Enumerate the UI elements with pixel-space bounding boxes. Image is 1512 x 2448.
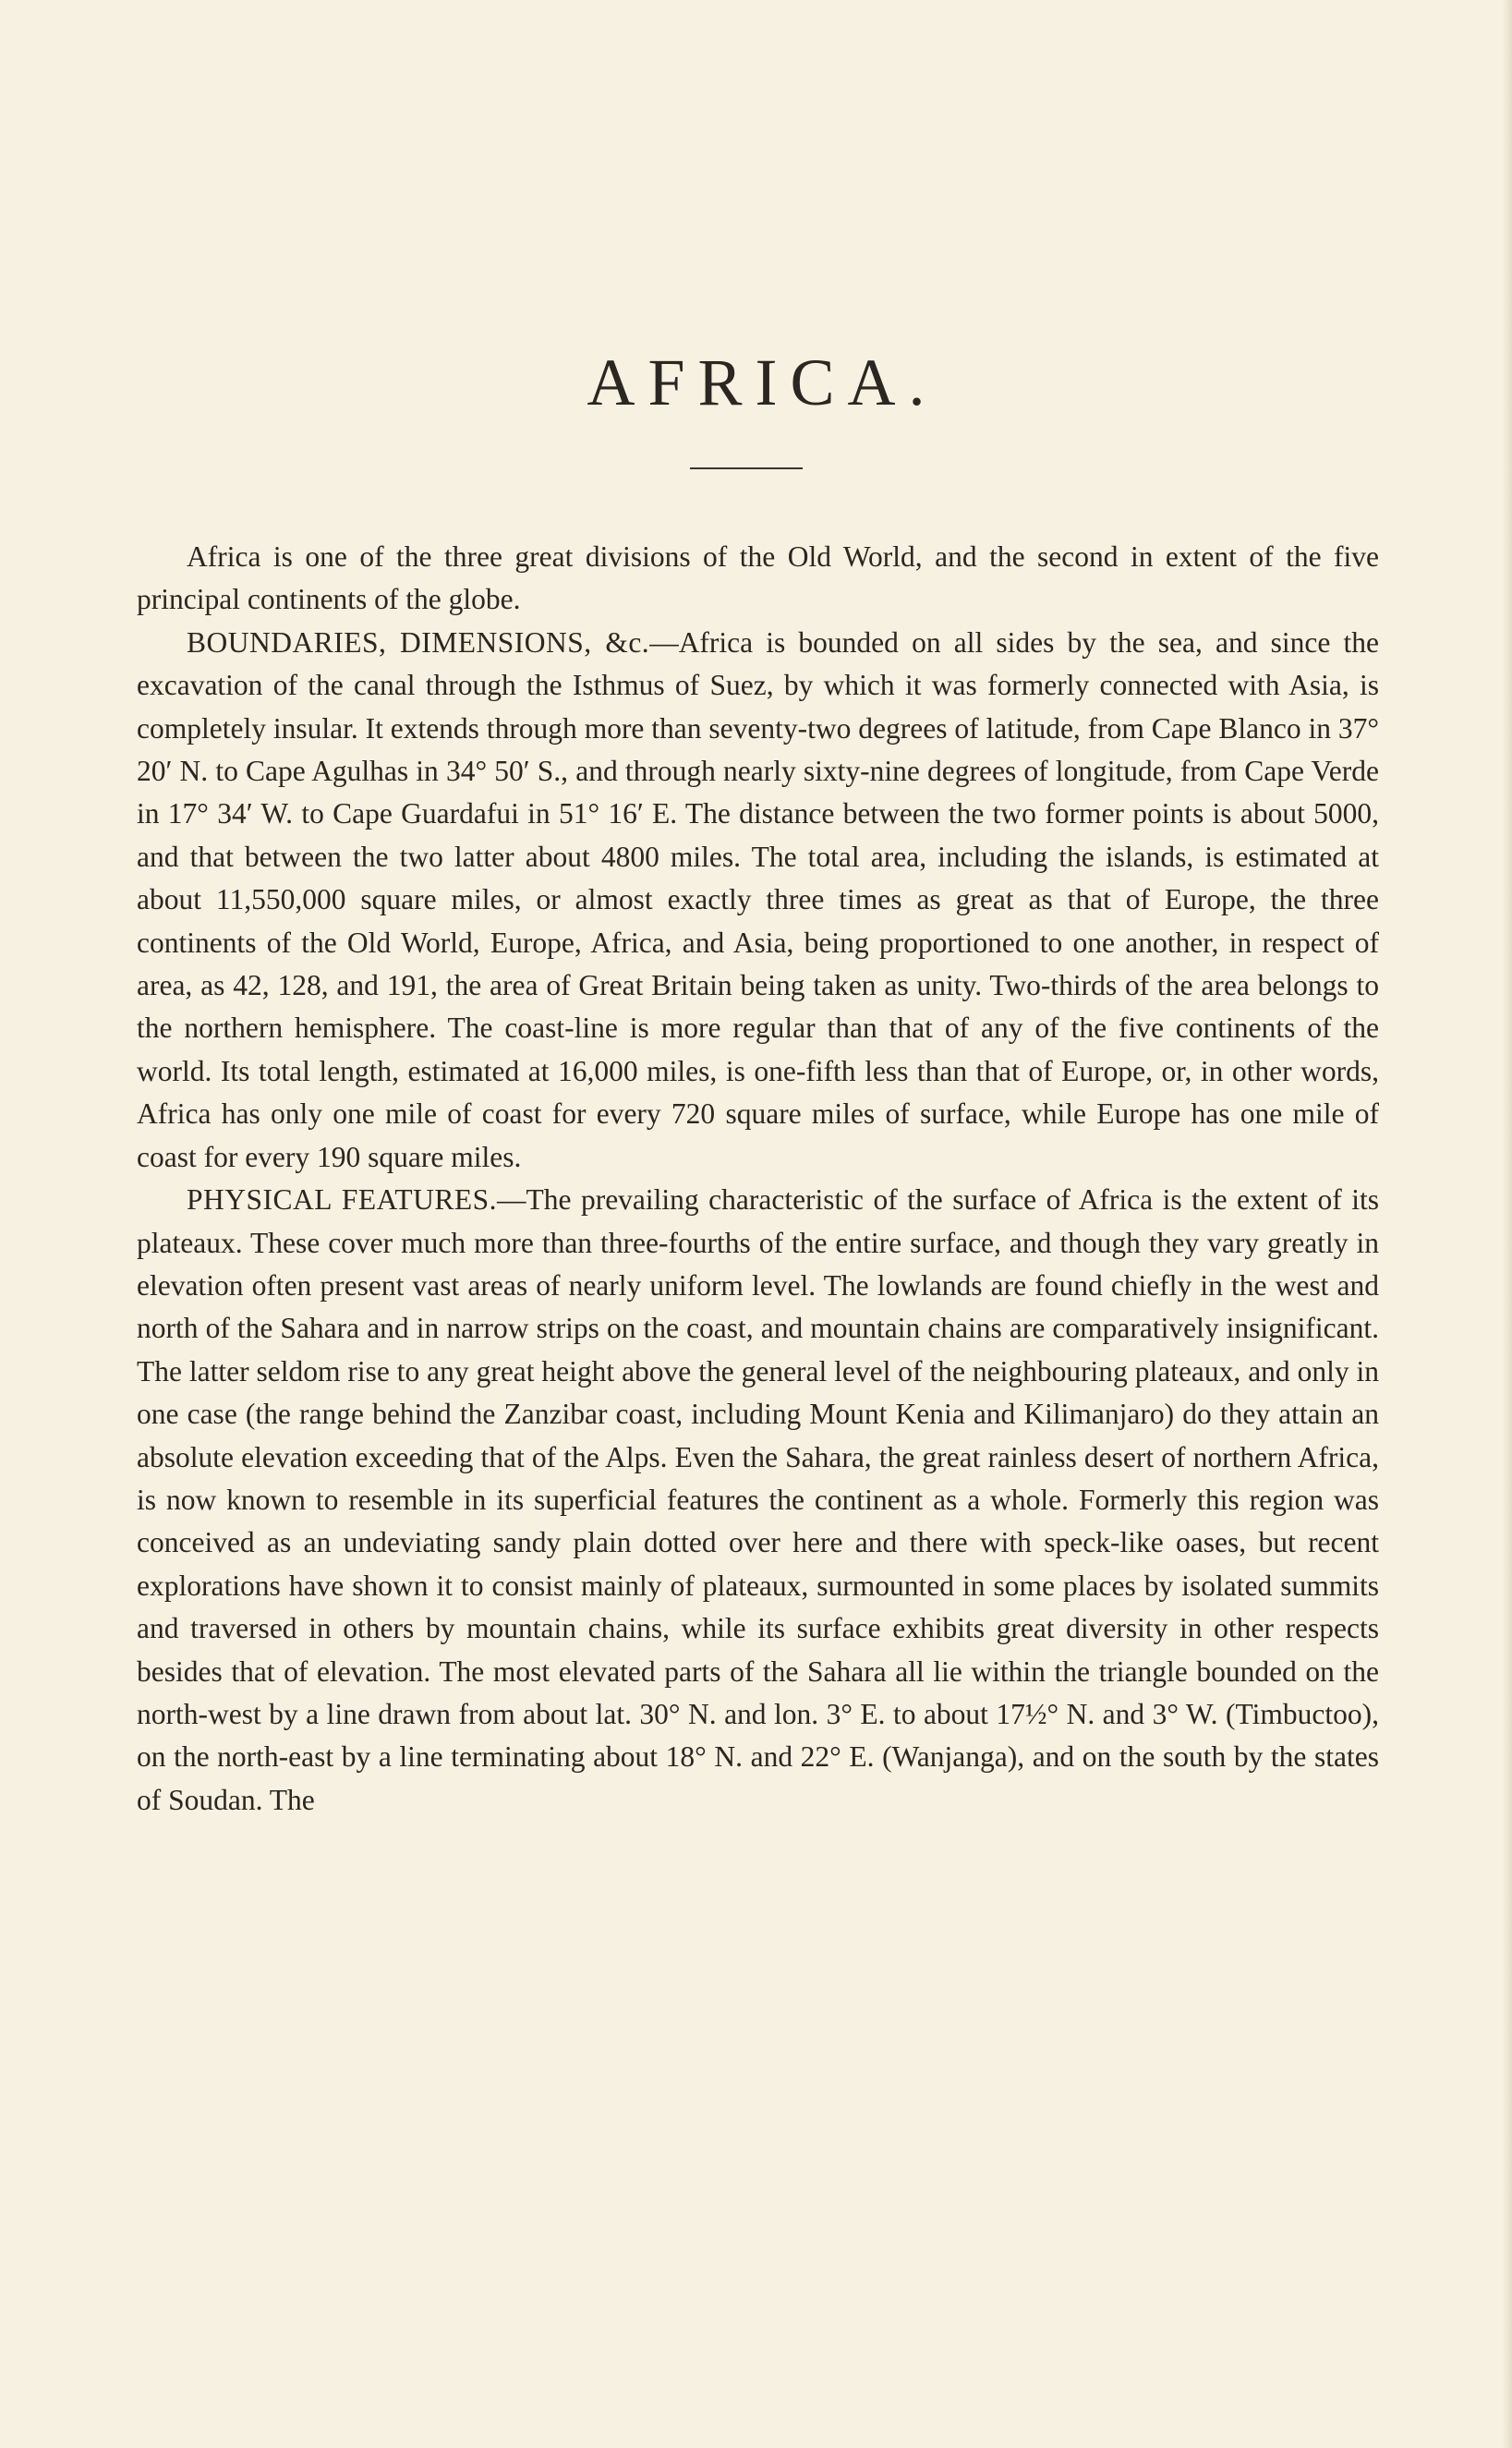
paragraph-physical-features	[137, 1179, 1379, 1822]
paragraph-text: —Africa is bounded on all sides by the sea, and since the excavation of the canal through the Isthmus of Suez, by which it was formerly connected with Asia, is completely insular. It extends through more than seventy-two degrees of latitude, from Cape Blanco in 37° 20′ N. to Cape Agulhas in 34° 50′ S., and through nearly sixty-nine degrees of longitude, from Cape Verde in 17° 34′ W. to Cape Guardafui in 51° 16′ E. The distance between the two former points is about 5000, and that between the two latter about 4800 miles. The total area, including the islands, is estimated at about 11,550,000 square miles, or almost exactly three times as great as that of Europe, the three continents of the Old World, Europe, Africa, and Asia, being proportioned to one another, in respect of area, as 42, 128, and 191, the area of Great Britain being taken as unity. Two-thirds of the area belongs to the northern hemisphere. The coast-line is more regular than that of any of the five continents of the world. Its total length, estimated at 16,000 miles, is one-fifth less than that of Europe, or, in other words, Africa has only one mile of coast for every 720 square miles of surface, while Europe has one mile of coast for every 190 square miles.	[137, 625, 1379, 1173]
title-rule	[690, 467, 803, 469]
section-heading-boundaries: BOUNDARIES, DIMENSIONS, &c.	[187, 625, 650, 659]
page-title: AFRICA.	[587, 345, 938, 419]
body-text	[137, 536, 1379, 1822]
paragraph-text: —The prevailing characteristic of the surface of Africa is the extent of its plateaux. These cover much more than three-fourths of the entire surface, and though they vary greatly in elevation often present vast areas of nearly uniform level. The lowlands are found chiefly in the west and north of the Sahara and in narrow strips on the coast, and mountain chains are comparatively insignificant. The latter seldom rise to any great height above the general level of the neighbouring plateaux, and only in one case (the range behind the Zanzibar coast, including Mount Kenia and Kilimanjaro) do they attain an absolute elevation exceeding that of the Alps. Even the Sahara, the great rainless desert of northern Africa, is now known to resemble in its superficial features the continent as a whole. Formerly this region was conceived as an undeviating sandy plain dotted over here and there with speck-like oases, but recent explorations have shown it to consist mainly of plateaux, surmounted in some places by isolated summits and traversed in others by mountain chains, while its surface exhibits great diversity in other respects besides that of elevation. The most elevated parts of the Sahara all lie within the triangle bounded on the north-west by a line drawn from about lat. 30° N. and lon. 3° E. to about 17½° N. and 3° W. (Timbuctoo), on the north-east by a line terminating about 18° N. and 22° E. (Wanjanga), and on the south by the states of Soudan. The	[137, 1183, 1379, 1816]
paragraph-boundaries	[137, 622, 1379, 1179]
section-heading-physical-features: PHYSICAL FEATURES.	[187, 1183, 497, 1217]
page-edge-shadow	[1503, 0, 1512, 2448]
paragraph-text: Africa is one of the three great divisions of the Old World, and the second in extent of the five principal continents of the globe.	[137, 540, 1379, 616]
paragraph-intro	[137, 536, 1379, 622]
